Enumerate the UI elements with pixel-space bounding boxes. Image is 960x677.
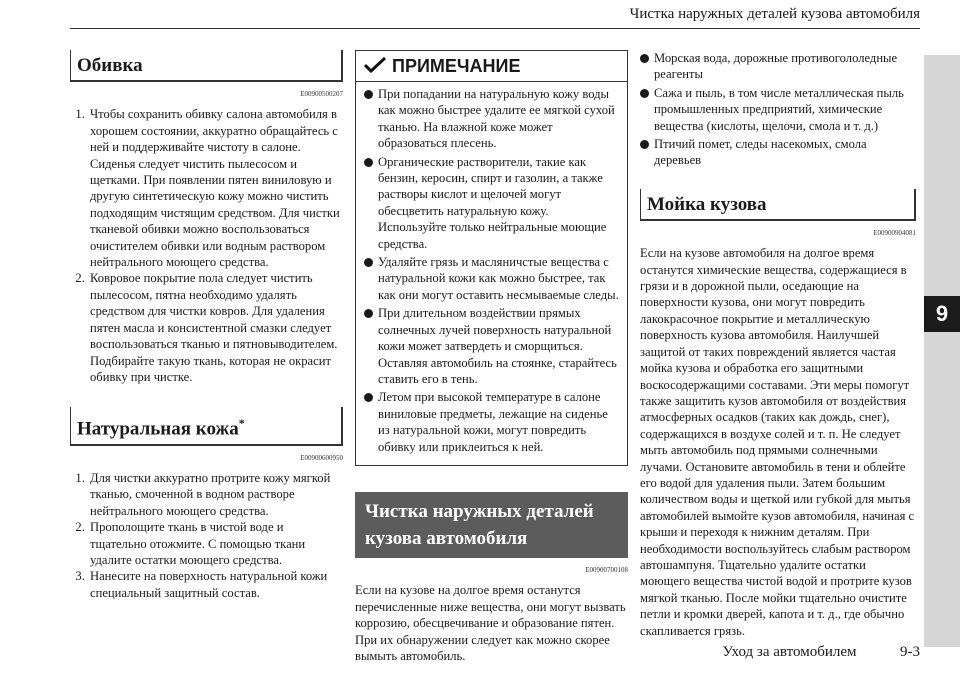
note-icon — [364, 57, 386, 75]
note-text: При длительном воздействии прямых солнечных лучей поверхность натуральной кожи может затвердеть и сморщиться. Оставляя автомобиль на стоянке, старайтесь ставить его в тень. — [378, 306, 617, 386]
page-number: 9-3 — [900, 644, 920, 660]
bullet-icon — [364, 258, 373, 267]
note-item — [364, 154, 619, 252]
header-rule — [70, 28, 920, 29]
section-title: Натуральная кожа — [77, 418, 239, 440]
note-item — [364, 254, 619, 303]
note-title: ПРИМЕЧАНИЕ — [392, 55, 521, 76]
note-text: Летом при высокой температуре в салоне виниловые предметы, лежащие на сиденье из натуральной кожи, могут повредить обивку или приклеиться к ней. — [378, 390, 608, 454]
note-item — [364, 86, 619, 152]
bullet-icon — [640, 140, 649, 149]
substance-item — [640, 85, 916, 134]
car-wash-text: Если на кузове автомобиля на долгое время останутся химические вещества, содержащиеся в грязи и в дорожной пыли, оседающие на поверхности кузова, они могут повредить лакокрасочное покрытие и металлическую поверхность кузова автомобиля. Наилучшей защитой от таких повреждений является частая мойка кузова и обработка его защитными воскосодержащими составами. Эти меры помогут также защитить кузов автомобиля от воздействия атмосферных осадков (таких как дождь, снег), содержащихся в воздухе солей и т. п. Не следует мыть автомобиль под прямыми солнечными лучами. Остановите автомобиль в тени и облейте его водой для удаления пыли. Затем большим количеством воды и щеткой или губкой для мытья автомобилей вымойте кузов автомобиля, начиная с крыши и переходя к нижним деталям. При необходимости воспользуйтесь слабым раствором автошампуня. Тщательно удалите остатки моющего вещества чистой водой и протрите кузов мягкой тканью. После мойки тщательно очистите петли и кромки дверей, капота и т. д., где обычно скапливается грязь. — [640, 246, 915, 638]
note-box — [355, 50, 628, 466]
column-left — [70, 50, 343, 601]
note-item — [364, 305, 619, 387]
page-footer — [722, 644, 920, 661]
footer-section: Уход за автомобилем — [722, 644, 857, 660]
leather-steps — [70, 470, 343, 601]
note-body — [356, 82, 627, 465]
column-right — [640, 50, 916, 639]
bullet-icon — [364, 393, 373, 402]
section-code: E00900904081 — [873, 228, 916, 237]
bullet-icon — [640, 89, 649, 98]
bullet-icon — [364, 158, 373, 167]
step-item: 1. Чтобы сохранить обивку салона автомобиля в хорошем состоянии, аккуратно обращайтесь с ней и поддерживайте чистоту в салоне. Сиденья следует чистить пылесосом и щетками. При появлении пятен виниловую и другую синтетическую кожу можно чистить подходящим чистящим средством. Для чистки тканевой обивки можно воспользоваться очистителем обивки или водным раствором нейтрального моющего средства. — [88, 106, 343, 270]
section-code: E00900500207 — [300, 90, 343, 98]
note-text: Удаляйте грязь и масляничстые вещества с натуральной кожи как можно быстрее, так как они могут оставить несмываемые следы. — [378, 255, 619, 302]
section-heading-upholstery: Обивка — [70, 50, 343, 82]
section-heading-exterior-cleaning: Чистка наружных деталей кузова автомобиля — [355, 492, 628, 558]
bullet-icon — [364, 309, 373, 318]
upholstery-steps — [70, 106, 343, 385]
section-heading-car-wash: Мойка кузова — [640, 189, 916, 221]
step-item: 2. Прополощите ткань в чистой воде и тщательно отожмите. С помощью ткани удалите остатки моющего средства. — [88, 519, 343, 568]
note-item — [364, 389, 619, 455]
column-middle — [355, 50, 628, 664]
side-tab — [924, 55, 960, 647]
section-code: E00900600950 — [300, 453, 343, 462]
note-header — [356, 51, 627, 82]
asterisk-mark: * — [238, 416, 245, 431]
chapter-badge: 9 — [924, 296, 960, 332]
section-code: E00900700108 — [585, 565, 628, 574]
step-item: 2. Ковровое покрытие пола следует чистить пылесосом, пятна необходимо удалять средством для чистки ковров. Для удаления пятен масла и консистентной смазки следует воспользоваться тканью и пятновыводителем. Подбирайте такую ткань, которая не окрасит обивку при чистке. — [88, 270, 343, 385]
substance-text: Морская вода, дорожные противогололедные реагенты — [654, 51, 898, 82]
exterior-intro-text: Если на кузове на долгое время останутся перечисленные ниже вещества, они могут вызвать коррозию, обесцвечивание и образование пятен. При их обнаружении следует как можно скорее вымыть автомобиль. — [355, 583, 626, 663]
bullet-icon — [364, 90, 373, 99]
page-header-title: Чистка наружных деталей кузова автомобиля — [629, 6, 920, 22]
step-item: 1. Для чистки аккуратно протрите кожу мягкой тканью, смоченной в водном растворе нейтрального моющего средства. — [88, 470, 343, 519]
note-text: Органические растворители, такие как бензин, керосин, спирт и газолин, а также растворы кислот и щелочей могут обесцветить натуральную кожу. Используйте только нейтральные моющие средства. — [378, 154, 607, 251]
substance-text: Птичий помет, следы насекомых, смола деревьев — [654, 137, 867, 168]
note-text: При попадании на натуральную кожу воды как можно быстрее удалите ее мягкой сухой тканью. На влажной коже может образоваться плесень. — [378, 87, 615, 151]
bullet-icon — [640, 54, 649, 63]
substance-item — [640, 50, 916, 83]
substance-item — [640, 136, 916, 169]
step-item: 3. Нанесите на поверхность натуральной кожи специальный защитный состав. — [88, 568, 343, 601]
substance-text: Сажа и пыль, в том числе металлическая пыль промышленных предприятий, химические вещества (кислоты, щелочи, смола и т. д.) — [654, 85, 904, 133]
section-heading-leather — [70, 407, 343, 445]
